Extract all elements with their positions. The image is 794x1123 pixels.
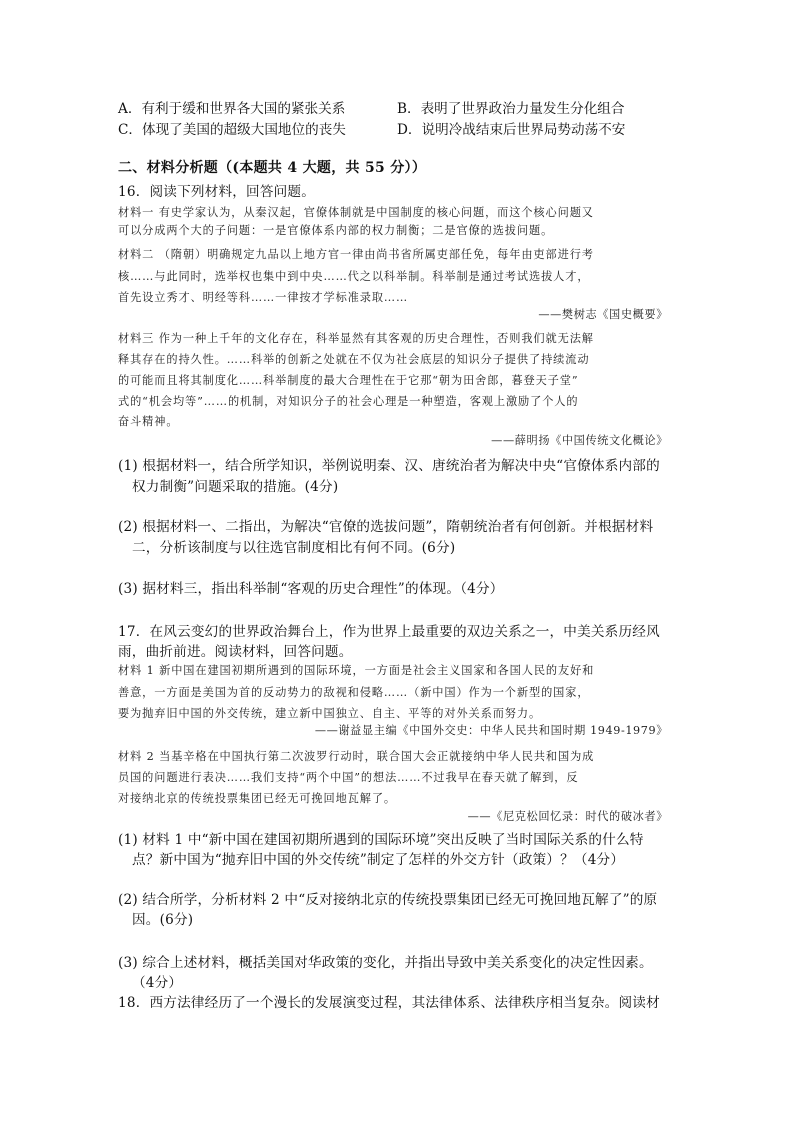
q18-stem: 18．西方法律经历了一个漫长的发展演变过程，其法律体系、法律秩序相当复杂。阅读材	[118, 995, 660, 1011]
option-d[interactable]: D．说明冷战结束后世界局势动荡不安	[397, 122, 626, 138]
q16-material-2-line: 核……与此同时，选举权也集中到中央……代之以科举制。科举制是通过考试选拔人才，	[118, 270, 590, 283]
q17-material-2-source: ——《尼克松回忆录：时代的破冰者》	[467, 810, 668, 823]
q17-material-1-line: 善意，一方面是美国为首的反动势力的敌视和侵略……（新中国）作为一个新型的国家，	[118, 686, 590, 699]
q16-material-3-source: ——薛明扬《中国传统文化概论》	[491, 434, 668, 447]
q16-material-3-line: 释其存在的持久性。……科举的创新之处就在不仅为社会底层的知识分子提供了持续流动	[118, 353, 590, 366]
option-a[interactable]: A．有利于缓和世界各大国的紧张关系	[118, 101, 346, 117]
q17-sub2-line: (2) 结合所学，分析材料 2 中“反对接纳北京的传统投票集团已经无可挽回地瓦解了”的原	[118, 892, 658, 908]
q16-material-3-line: 的可能而且将其制度化……科举制度的最大合理性在于它那“朝为田舍郎，暮登天子堂”	[118, 374, 579, 387]
section-title: 二、材料分析题（(本题共 4 大题，共 55 分））	[118, 160, 427, 176]
q16-sub3: (3) 据材料三，指出科举制“客观的历史合理性”的体现。（4分）	[118, 581, 504, 597]
q16-material-3-line: 奋斗精神。	[118, 415, 179, 428]
q16-material-2-line: 材料二 （隋朝）明确规定九品以上地方官一律由尚书省所属吏部任免，每年由吏部进行考	[118, 248, 594, 261]
q16-material-3-line: 材料三 作为一种上千年的文化存在，科举显然有其客观的历史合理性，否则我们就无法解	[118, 332, 594, 345]
option-c[interactable]: C．体现了美国的超级大国地位的丧失	[118, 122, 346, 138]
q17-stem-line: 17．在风云变幻的世界政治舞台上，作为世界上最重要的双边关系之一，中美关系历经风	[118, 624, 660, 640]
option-b[interactable]: B．表明了世界政治力量发生分化组合	[397, 101, 625, 117]
q17-stem-line: 雨，曲折前进。阅读材料，回答问题。	[118, 644, 353, 660]
q17-material-1-line: 材料 1 新中国在建国初期所遇到的国际环境，一方面是社会主义国家和各国人民的友好和	[118, 664, 595, 677]
q16-sub2-line: 二，分析该制度与以往选官制度相比有何不同。(6分)	[132, 540, 456, 556]
q17-material-2-line: 材料 2 当基辛格在中国执行第二次波罗行动时，联合国大会正就接纳中华人民共和国为成	[118, 750, 595, 763]
q16-material-3-line: 式的“机会均等”……的机制，对知识分子的社会心理是一种塑造，客观上激励了个人的	[118, 395, 579, 408]
q16-material-2-line: 首先设立秀才、明经等科……一律按才学标准录取……	[118, 291, 409, 304]
q16-sub1-line: 权力制衡”问题采取的措施。(4分)	[132, 479, 339, 495]
q17-material-1-line: 要为抛弃旧中国的外交传统，建立新中国独立、自主、平等的对外关系而努力。	[118, 707, 542, 720]
q16-material-1-line: 可以分成两个大的子问题：一是官僚体系内部的权力制衡；二是官僚的选拔问题。	[118, 224, 554, 237]
q17-sub3-line: （4分）	[132, 975, 183, 991]
q16-material-2-source: ——樊树志《国史概要》	[538, 308, 668, 321]
q17-sub3-line: (3) 综合上述材料，概括美国对华政策的变化，并指出导致中美关系变化的决定性因素。	[118, 955, 653, 971]
q16-material-1-line: 材料一 有史学家认为，从秦汉起，官僚体制就是中国制度的核心问题，而这个核心问题又	[118, 206, 594, 219]
q17-sub1-line: (1) 材料 1 中“新中国在建国初期所遇到的国际环境”突出反映了当时国际关系的什么特	[118, 832, 644, 848]
q16-sub1-line: (1) 根据材料一，结合所学知识，举例说明秦、汉、唐统治者为解决中央“官僚体系内部的	[118, 458, 660, 474]
q17-material-1-source: ——谢益显主编《中国外交史：中华人民共和国时期 1949-1979》	[314, 724, 668, 737]
q17-sub2-line: 因。(6分)	[132, 912, 194, 928]
q16-sub2-line: (2) 根据材料一、二指出，为解决“官僚的选拔问题”，隋朝统治者有何创新。并根据材料	[118, 519, 654, 535]
q16-stem: 16．阅读下列材料，回答问题。	[118, 184, 316, 200]
q17-sub1-line: 点？新中国为“抛弃旧中国的外交传统”制定了怎样的外交方针（政策）？（4分）	[132, 852, 625, 868]
q17-material-2-line: 员国的问题进行表决……我们支持“两个中国”的想法……不过我早在春天就了解到，反	[118, 771, 579, 784]
q17-material-2-line: 对接纳北京的传统投票集团已经无可挽回地瓦解了。	[118, 792, 397, 805]
